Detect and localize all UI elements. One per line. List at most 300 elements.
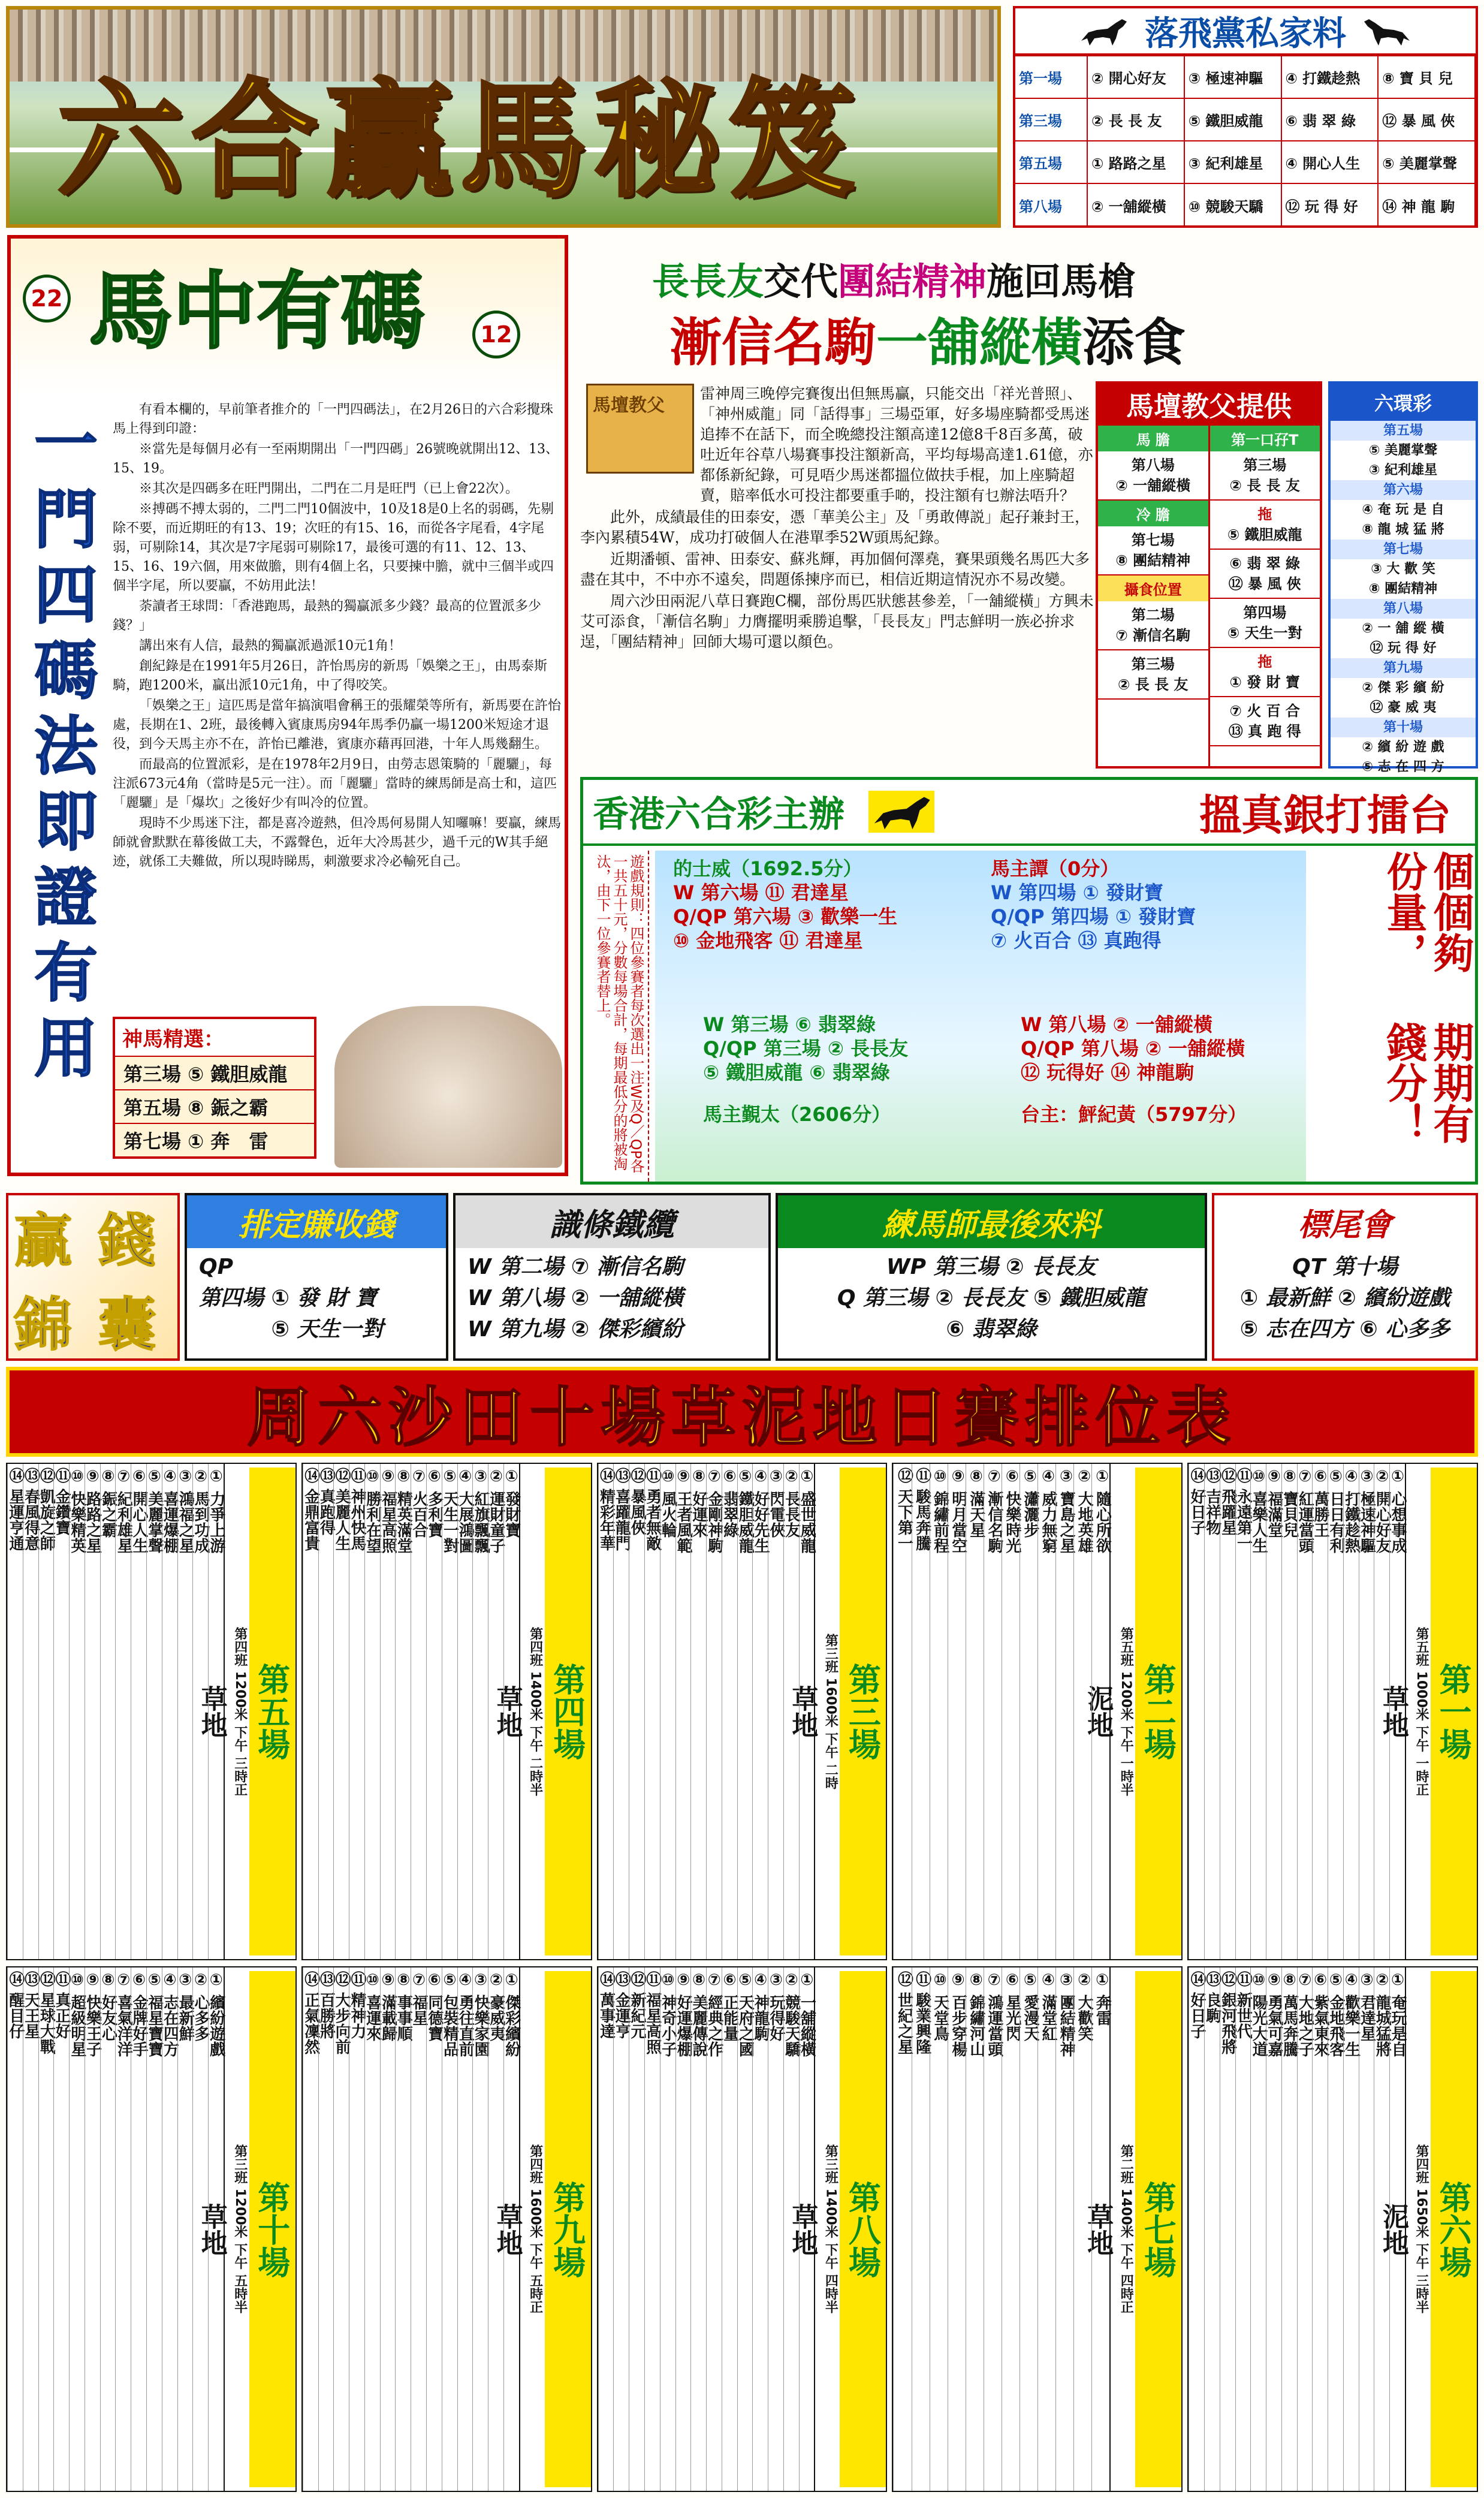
runner-name: ⑧ 滿天星 — [967, 1468, 985, 1538]
horse-pick: ④ 打鐵趁熱 — [1281, 56, 1379, 98]
runner-name: ⑧ 事事順 — [394, 1971, 413, 2042]
contestant-pick: W 第四場 ① 發財寶 — [991, 881, 1163, 904]
race-info: 第五班 1200米 下午 一時半 — [1118, 1626, 1134, 1797]
horse-pick: ⑤ 鐵胆威龍 — [1227, 526, 1302, 543]
runner-column — [380, 1464, 396, 1959]
runner-column — [333, 1967, 349, 2491]
runner-column — [192, 1464, 208, 1959]
runner-name: ⑥ 翡翠綠 — [720, 1468, 739, 1538]
runner-name: ⑤ 金地飛客 — [1326, 1971, 1345, 2057]
runner-column — [85, 1967, 100, 2491]
runner-column — [1091, 1967, 1112, 2491]
tip-box-1 — [185, 1193, 448, 1361]
runner-name: ② 大歡笑 — [1075, 1971, 1094, 2042]
runner-column — [1235, 1967, 1251, 2491]
runner-column — [1343, 1464, 1359, 1959]
runner-name: ① 發財寶 — [502, 1468, 521, 1538]
race-label: 第七場 — [1331, 540, 1476, 559]
runner-name: ⑧ 好友心 — [99, 1971, 117, 2042]
runner-column — [768, 1464, 783, 1959]
runner-name: ② 開心好友 — [1373, 1468, 1392, 1554]
race-info: 第三班 1600米 下午 二時 — [823, 1633, 838, 1790]
horse-pick: ① 路路之星 — [1087, 141, 1184, 183]
race-number: 第九場 — [545, 1971, 591, 2487]
article-paragraph: ※當先是每個月必有一至兩期開出「一門四碼」26號晚就開出12、13、15、19。 — [113, 442, 559, 476]
runner-column — [395, 1967, 411, 2491]
tip-line: W 第八場 ② 一舖縱橫 — [467, 1286, 683, 1310]
runner-name: ⑤ 瀟灑步 — [1021, 1468, 1039, 1538]
horse-pick: ② 一 舖 縱 橫 — [1362, 621, 1444, 636]
vertical-article-title: 一門四碼法即證有用 — [34, 406, 98, 1086]
horse-pick: ⑫ 豪 威 夷 — [1370, 700, 1437, 715]
runner-grid — [303, 1464, 519, 1959]
race-label: 第二場 — [1131, 607, 1175, 623]
runner-column — [1037, 1464, 1055, 1959]
horse-code-title: 馬中有碼 — [89, 263, 425, 361]
runner-column — [395, 1464, 411, 1959]
runner-name: ⑫ 天下第一 — [895, 1468, 913, 1551]
contestant-name: 台主：鮃紀黃（5797分） — [1021, 1103, 1247, 1126]
runner-column — [208, 1464, 224, 1959]
race-number: 第三場 — [840, 1468, 886, 1955]
contestant-pick: W 第三場 ⑥ 翡翠綠 — [703, 1013, 876, 1036]
runner-name: ② 馬到功成 — [192, 1468, 210, 1554]
horse-code-article — [113, 400, 563, 873]
horse-pick: ⑭ 神 龍 駒 — [1378, 183, 1475, 226]
win-bag-char: 囊 — [98, 1291, 156, 1358]
win-bag-char: 錦 — [14, 1291, 72, 1358]
runner-name: ⑬ 良駒 — [1203, 1971, 1221, 2024]
runner-name: ④ 神龍駒 — [752, 1971, 770, 2042]
racecard — [301, 1966, 592, 2492]
runner-name: ⑨ 福星高照 — [379, 1468, 397, 1554]
runner-name: ⑫ 新紀元 — [628, 1971, 646, 2039]
place-pick-head: 攝食位置 — [1098, 575, 1208, 601]
runner-name: ⑤ 天府之國 — [736, 1971, 755, 2057]
runner-name: ② 大地英雄 — [1075, 1468, 1094, 1554]
runner-name: ⑩ 快樂精英 — [68, 1468, 86, 1554]
runner-name: ⑭ 好日子 — [1188, 1468, 1206, 1536]
win-bag-char: 贏 — [14, 1207, 72, 1274]
runner-column — [1055, 1967, 1076, 2491]
runner-name: ⑭ 星運亨通 — [6, 1468, 25, 1551]
runner-column — [38, 1464, 54, 1959]
god-horse-title: 神馬精選： — [122, 1027, 224, 1051]
runner-column — [752, 1967, 768, 2491]
runner-name: ⑤ 鐵胆威龍 — [736, 1468, 755, 1554]
runner-grid — [1189, 1967, 1405, 2491]
race-surface: 草地 — [787, 2202, 818, 2256]
race-label: 第九場 — [1331, 658, 1476, 678]
runner-name: ⑬ 百勝將 — [317, 1971, 336, 2039]
godfather-col-right — [1210, 426, 1320, 769]
runner-column — [799, 1464, 815, 1959]
slogan-line: 個個夠份量， — [1380, 851, 1474, 973]
runner-column — [146, 1464, 162, 1959]
runner-column — [1281, 1967, 1297, 2491]
private-tips-header — [1015, 8, 1476, 55]
runner-name: ⑨ 明月當空 — [949, 1468, 967, 1554]
six-up-title: 六環彩 — [1331, 384, 1476, 421]
race-info: 第四班 1400米 下午 二時半 — [527, 1626, 543, 1797]
horse-pick: ⑥ 翡 翠 綠 — [1229, 555, 1300, 572]
runner-name: ④ 志在四方 — [161, 1971, 179, 2057]
runner-name: ⑭ 正氣凜然 — [301, 1971, 320, 2055]
runner-name: ⑦ 火百合 — [410, 1468, 428, 1538]
race-surface: 草地 — [196, 2202, 227, 2256]
runner-column — [1389, 1464, 1405, 1959]
runner-name: ⑥ 同德寶 — [425, 1971, 444, 2042]
runner-name: ① 心想事成 — [1388, 1468, 1407, 1554]
horse-icon — [1361, 14, 1414, 48]
runner-column — [948, 1464, 966, 1959]
article-paragraph: 雷神周三晚停完賽復出但無馬贏，只能交出「祥光普照」、「神州威龍」同「話得事」三場亞軍，好多場座騎都受馬迷追捧不在話下，而全晚總投注額高達12億8千8百多萬，破吐近年谷草八場賽事投注額新高，平均每場高達1.61億，亦都係新紀錄，可見唔少馬迷都搵位做扶手棍，加上座騎超賣，賠率低水可投注都要重手啲，投注額有乜辦法唔升？ — [700, 385, 1093, 504]
runner-name: ⑫ 暴風俠 — [628, 1468, 646, 1536]
contestant-pick: Q/QP 第四場 ① 發財寶 — [991, 905, 1196, 928]
runner-column — [162, 1464, 177, 1959]
runner-column — [675, 1967, 691, 2491]
race-surface: 草地 — [491, 1685, 523, 1738]
runner-name: ⑦ 漸信名駒 — [985, 1468, 1003, 1554]
runner-column — [613, 1967, 629, 2491]
tip-box-title: 標尾會 — [1214, 1195, 1476, 1248]
runner-column — [706, 1464, 722, 1959]
runner-name: ① 繽紛遊戲 — [207, 1971, 225, 2057]
runner-column — [364, 1967, 380, 2491]
runner-grid — [7, 1464, 224, 1959]
godfather-picks-title: 馬壇教父提供 — [1098, 384, 1320, 426]
horse-pick: ⑦ 漸信名駒 — [1115, 627, 1191, 644]
runner-column — [912, 1967, 930, 2491]
race-info: 第四班 1650米 下午 三時半 — [1413, 2144, 1429, 2314]
runner-column — [1020, 1464, 1037, 1959]
tips-row — [1015, 98, 1475, 141]
runner-name: ⑪ 金鑽寶 — [53, 1468, 71, 1536]
race-label: 第三場 — [1243, 457, 1287, 474]
private-tips-title: 落飛黨私家料 — [1145, 13, 1346, 53]
feature-article-body — [580, 384, 1096, 653]
god-horse-pick: 第三場 ⑤ 鐵胆威龍 — [115, 1056, 314, 1089]
runner-column — [675, 1464, 691, 1959]
runner-name: ⑦ 紅運當頭 — [1296, 1468, 1314, 1554]
article-paragraph: 此外，成績最佳的田泰安，憑「華美公主」及「勇敢傳説」起孖兼封王，李內累積54W，成功打破個人在港單季52W頭馬紀錄。 — [580, 508, 1090, 546]
runner-column — [948, 1967, 966, 2491]
contestant-pick: Q/QP 第三場 ② 長長友 — [703, 1037, 909, 1060]
runner-name: ⑥ 星光閃 — [1003, 1971, 1021, 2042]
godfather-picks-table — [1096, 381, 1322, 769]
runner-name: ③ 鴻福之星 — [176, 1468, 195, 1554]
runner-column — [192, 1967, 208, 2491]
runner-name: ⑧ 萬馬奔騰 — [1280, 1971, 1299, 2057]
tip-line: W 第九場 ② 傑彩繽紛 — [467, 1317, 683, 1342]
runner-name: ⑪ 勇者無敵 — [643, 1468, 662, 1551]
runner-column — [131, 1464, 146, 1959]
runner-column — [115, 1464, 131, 1959]
tip-box-3 — [776, 1193, 1207, 1361]
runner-column — [411, 1967, 426, 2491]
runner-column — [1297, 1967, 1313, 2491]
runner-column — [38, 1967, 54, 2491]
tip-line: 第四場 ① 發 財 寶 — [199, 1286, 377, 1310]
god-horse-picks — [113, 1017, 316, 1159]
runner-name: ③ 閃電俠 — [767, 1468, 785, 1538]
runner-column — [380, 1967, 396, 2491]
runner-column — [318, 1967, 334, 2491]
runner-column — [1002, 1464, 1020, 1959]
runner-name: ⑤ 福星寶寶 — [145, 1971, 164, 2057]
runner-column — [660, 1967, 675, 2491]
horse-pick: ⑫ 暴 風 俠 — [1378, 98, 1475, 141]
lottery-machine-image — [334, 1006, 562, 1168]
horse-pick: ⑧ 龍 城 猛 將 — [1362, 522, 1444, 537]
runner-name: ⑪ 神州快馬 — [348, 1468, 366, 1551]
tip-line: ⑤ 志在四方 ⑥ 心多多 — [1239, 1317, 1450, 1342]
runner-name: ⑫ 凱旋之師 — [37, 1468, 56, 1551]
runner-column — [629, 1967, 644, 2491]
runner-name: ⑭ 好日子 — [1188, 1971, 1206, 2039]
runner-column — [318, 1464, 334, 1959]
article-paragraph: 「娛樂之王」這匹馬是當年搞演唱會稱王的張耀榮等所有，新馬要在許怡處，長期在1、2班，最後轉入賓康馬房94年馬季仍贏一場1200米短途才退役，到今天馬主亦不在，許怡已離港，賓康亦藉再回港，十年人馬幾翻生。 — [113, 698, 562, 752]
race-number: 第五場 — [249, 1468, 295, 1955]
runner-column — [1250, 1464, 1266, 1959]
runner-column — [690, 1464, 706, 1959]
runner-column — [53, 1967, 69, 2491]
runner-name: ⑪ 新世代 — [1234, 1971, 1253, 2039]
double-trio-head: 第一口孖T — [1210, 426, 1320, 451]
tip-line: QP — [199, 1255, 233, 1279]
runner-column — [930, 1967, 948, 2491]
runner-name: ⑬ 春風得意 — [22, 1468, 40, 1551]
tip-box-title: 練馬師最後來料 — [778, 1195, 1205, 1248]
runner-name: ⑪ 真正好 — [53, 1971, 71, 2039]
runner-name: ⑦ 鴻運當頭 — [985, 1971, 1003, 2057]
runner-grid — [893, 1464, 1112, 1959]
horse-pick: ⑤ 志 在 四 方 — [1362, 760, 1444, 775]
tip-box-4 — [1212, 1193, 1478, 1361]
runner-name: ③ 玩得好 — [767, 1971, 785, 2042]
horse-pick: ⑩ 競駿天驕 — [1184, 183, 1281, 226]
runner-name: ④ 滿堂紅 — [1039, 1971, 1057, 2042]
runner-column — [644, 1464, 660, 1959]
runner-column — [177, 1464, 193, 1959]
article-paragraph: 近期潘頓、雷神、田泰安、蘇兆輝，再加個何澤堯，賽果頭幾名馬匹大多盡在其中，不中亦不遠矣，問題係揀序而已，相信近期這情況亦不易改變。 — [580, 550, 1090, 588]
runner-name: ⑨ 快樂王子 — [83, 1971, 102, 2057]
horse-icon — [1076, 14, 1130, 48]
runner-name: ⑫ 銀河飛將 — [1218, 1971, 1237, 2055]
contestant-name: 馬主譚（0分） — [991, 857, 1120, 880]
runner-name: ① 盛世威龍 — [798, 1468, 816, 1554]
runner-column — [722, 1464, 737, 1959]
tip-line: ① 最新鮮 ② 繽紛遊戲 — [1239, 1286, 1450, 1310]
horse-pick: ⑫ 玩 得 好 — [1370, 641, 1437, 656]
runner-column — [737, 1464, 753, 1959]
runner-name: ⑫ 美麗人生 — [333, 1468, 351, 1551]
runner-name: ⑩ 風火輪 — [659, 1468, 677, 1538]
race-info: 第三班 1200米 下午 五時半 — [232, 2144, 248, 2314]
runner-name: ① 傑彩繽紛 — [502, 1971, 521, 2057]
runner-name: ⑪ 永遠第一 — [1234, 1468, 1253, 1551]
runner-column — [1250, 1967, 1266, 2491]
runner-name: ⑤ 天生一對 — [441, 1468, 459, 1554]
runner-column — [426, 1464, 442, 1959]
race-surface: 草地 — [1082, 2202, 1114, 2256]
runner-name: ③ 極速神驅 — [1358, 1468, 1376, 1554]
tips-row — [6, 1193, 1478, 1361]
mark-six-title: 香港六合彩主辦 — [593, 794, 844, 836]
runner-name: ⑦ 大地之子 — [1296, 1971, 1314, 2057]
runner-name: ① 一舖縱橫 — [798, 1971, 816, 2057]
runner-grid — [598, 1464, 815, 1959]
runner-column — [984, 1967, 1002, 2491]
horse-pick: ③ 大 歡 笑 — [1371, 562, 1435, 577]
runner-column — [598, 1464, 614, 1959]
tips-row — [1015, 56, 1475, 98]
contestant-pick: Q/QP 第六場 ③ 歡樂一生 — [673, 905, 898, 928]
contest-rules: 遊戲規則：四位參賽者每次選出一注W及Q／QP各一共五十元，分數每場合計，每期最低分的將被淘汰，由下一位參賽者替上。 — [587, 851, 649, 1182]
race-number: 第八場 — [840, 1971, 886, 2487]
runner-grid — [598, 1967, 815, 2491]
horse-pick: ⑧ 團結精神 — [1115, 552, 1191, 569]
tip-line: ⑥ 翡翠綠 — [946, 1317, 1037, 1342]
runner-name: ④ 打鐵趁熱 — [1342, 1468, 1361, 1554]
runner-name: ② 運財童子 — [487, 1468, 505, 1554]
horse-pick: ⑥ 翡 翠 綠 — [1281, 98, 1379, 141]
racecard — [6, 1463, 297, 1960]
godfather-logo: 馬壇教父 — [586, 384, 694, 474]
racecard — [6, 1966, 297, 2492]
runner-name: ⑩ 神奇小子 — [659, 1971, 677, 2057]
runner-column — [1055, 1464, 1076, 1959]
runner-name: ④ 大展鴻圖 — [456, 1468, 475, 1554]
horse-pick: ③ 紀利雄星 — [1184, 141, 1281, 183]
tip-line: ⑤ 天生一對 — [199, 1317, 384, 1342]
racecard — [892, 1966, 1183, 2492]
race-number: 第十場 — [249, 1971, 295, 2487]
article-paragraph: ※其次是四碼多在旺門開出，二門在二月是旺門（已上會22次）。 — [139, 481, 518, 496]
runner-column — [131, 1967, 146, 2491]
contestant-pick: ⑫ 玩得好 ⑭ 神龍駒 — [1021, 1061, 1195, 1084]
runner-name: ⑦ 喜氣洋洋 — [114, 1971, 133, 2057]
runner-column — [1266, 1464, 1281, 1959]
runner-column — [442, 1464, 457, 1959]
contestant-pick: W 第六場 ⑪ 君達星 — [673, 881, 849, 904]
article-paragraph: ※搏碼不搏太弱的，二門二門10個波中，10及18是0上名的弱碼，先剔除不要，而近期旺的有13、19；次旺的有15、16，而從各字尾看，4字尾弱，可剔除14，其次是7字尾弱可剔除17，最後可選的有11、12、13、15、16、19六個，用來做膽，則有4個上名，只要揀中膽，就中三個半或四個半字尾，所以要贏，不妨用此法！ — [113, 502, 554, 593]
tow-label: 拖 — [1257, 506, 1272, 523]
runner-column — [966, 1967, 984, 2491]
runner-name: ⑬ 吉祥物 — [1203, 1468, 1221, 1536]
runner-column — [177, 1967, 193, 2491]
runner-name: ③ 團結精神 — [1057, 1971, 1076, 2057]
racecard — [301, 1463, 592, 1960]
horse-pick: ⑬ 真 跑 得 — [1228, 723, 1301, 740]
race-number: 第一場 — [1431, 1468, 1477, 1955]
runner-column — [208, 1967, 224, 2491]
contestant-name: 馬主覲太（2606分） — [703, 1103, 891, 1126]
race-label: 第七場 — [1131, 532, 1175, 549]
horse-pick: ④ 奄 玩 是 自 — [1362, 502, 1444, 517]
runner-column — [162, 1967, 177, 2491]
runner-column — [303, 1967, 318, 2491]
runner-name: ⑨ 福滿堂 — [1265, 1468, 1283, 1538]
horse-pick: ② 傑 彩 繽 紛 — [1362, 680, 1444, 695]
contestant-pick: ⑦ 火百合 ⑬ 真跑得 — [991, 929, 1162, 952]
runner-column — [472, 1967, 488, 2491]
runner-name: ⑭ 萬事達 — [597, 1971, 616, 2039]
runner-name: ⑤ 日日有利 — [1326, 1468, 1345, 1554]
article-paragraph: 有看本欄的，早前筆者推介的「一門四碼法」，在2月26日的六合彩攪珠馬上得到印證： — [113, 402, 553, 436]
runner-name: ② 龍城猛將 — [1373, 1971, 1392, 2057]
contestant-1 — [673, 857, 897, 953]
win-money-bag — [6, 1193, 180, 1361]
article-paragraph: 而最高的位置派彩，是在1978年2月9日，由勞志恩策騎的「麗驪」，每注派673元4角（當時是5元一注）。而「麗驪」當時的練馬師是高士和，這匹「麗驪」是「爆坎」之後好少有叫冷的位置。 — [113, 757, 557, 810]
runner-column — [783, 1464, 799, 1959]
runner-column — [53, 1464, 69, 1959]
runner-name: ④ 喜運爆棚 — [161, 1468, 179, 1554]
runner-name: ① 力爭上游 — [207, 1468, 225, 1554]
horse-pick: ① 發 財 寶 — [1229, 674, 1300, 691]
horse-code-column — [7, 235, 568, 1176]
runner-column — [333, 1464, 349, 1959]
runner-column — [966, 1464, 984, 1959]
runner-name: ⑦ 紀利雄星 — [114, 1468, 133, 1554]
runner-column — [146, 1967, 162, 2491]
runner-column — [768, 1967, 783, 2491]
runner-column — [1220, 1967, 1235, 2491]
runner-name: ⑤ 美麗掌聲 — [145, 1468, 164, 1554]
contestant-pick: ⑩ 金地飛客 ⑪ 君達星 — [673, 929, 863, 952]
god-horse-pick: 第五場 ⑧ 鋠之霸 — [115, 1089, 314, 1123]
godfather-col-left — [1098, 426, 1210, 769]
race-label: 第五場 — [1331, 421, 1476, 441]
runner-name: ⑧ 好運來 — [690, 1468, 708, 1538]
runner-column — [1373, 1967, 1392, 2491]
runner-column — [1389, 1967, 1405, 2491]
runner-grid — [7, 1967, 224, 2491]
masthead-banner — [6, 6, 1001, 228]
runner-column — [457, 1464, 473, 1959]
runner-column — [1073, 1967, 1094, 2491]
runner-name: ⑪ 駿業興隆 — [913, 1971, 931, 2055]
horse-pick: ② 長 長 友 — [1229, 477, 1300, 494]
runner-name: ⑥ 多利寶 — [425, 1468, 444, 1538]
god-horse-pick: 第七場 ① 奔 雷 — [115, 1123, 314, 1156]
runner-column — [23, 1967, 38, 2491]
runner-name: ⑧ 寶貝兒 — [1280, 1468, 1299, 1538]
win-bag-char: 錢 — [98, 1207, 156, 1274]
runner-column — [23, 1464, 38, 1959]
runner-column — [613, 1464, 629, 1959]
contest-field — [655, 851, 1306, 1182]
runner-column — [7, 1967, 23, 2491]
contestant-3 — [703, 1013, 908, 1126]
tips-row — [1015, 141, 1475, 183]
runner-name: ② 心多多 — [192, 1971, 210, 2042]
horse-pick: ② 一舖縱橫 — [1087, 183, 1184, 226]
runner-column — [69, 1967, 85, 2491]
runner-column — [85, 1464, 100, 1959]
runner-name: ⑨ 路路之星 — [83, 1468, 102, 1554]
runner-column — [629, 1464, 644, 1959]
runner-name: ③ 紅旗飄飄 — [472, 1468, 490, 1554]
runner-name: ⑭ 精彩年華 — [597, 1468, 616, 1551]
runner-column — [69, 1464, 85, 1959]
contestant-pick: Q/QP 第八場 ② 一舖縱橫 — [1021, 1037, 1245, 1060]
tip-line: Q 第三場 ② 長長友 ⑤ 鐵胆威龍 — [837, 1286, 1146, 1310]
runner-column — [349, 1967, 364, 2491]
runner-column — [503, 1967, 519, 2491]
runner-column — [442, 1967, 457, 2491]
runner-name: ⑬ 天王星 — [22, 1971, 40, 2039]
